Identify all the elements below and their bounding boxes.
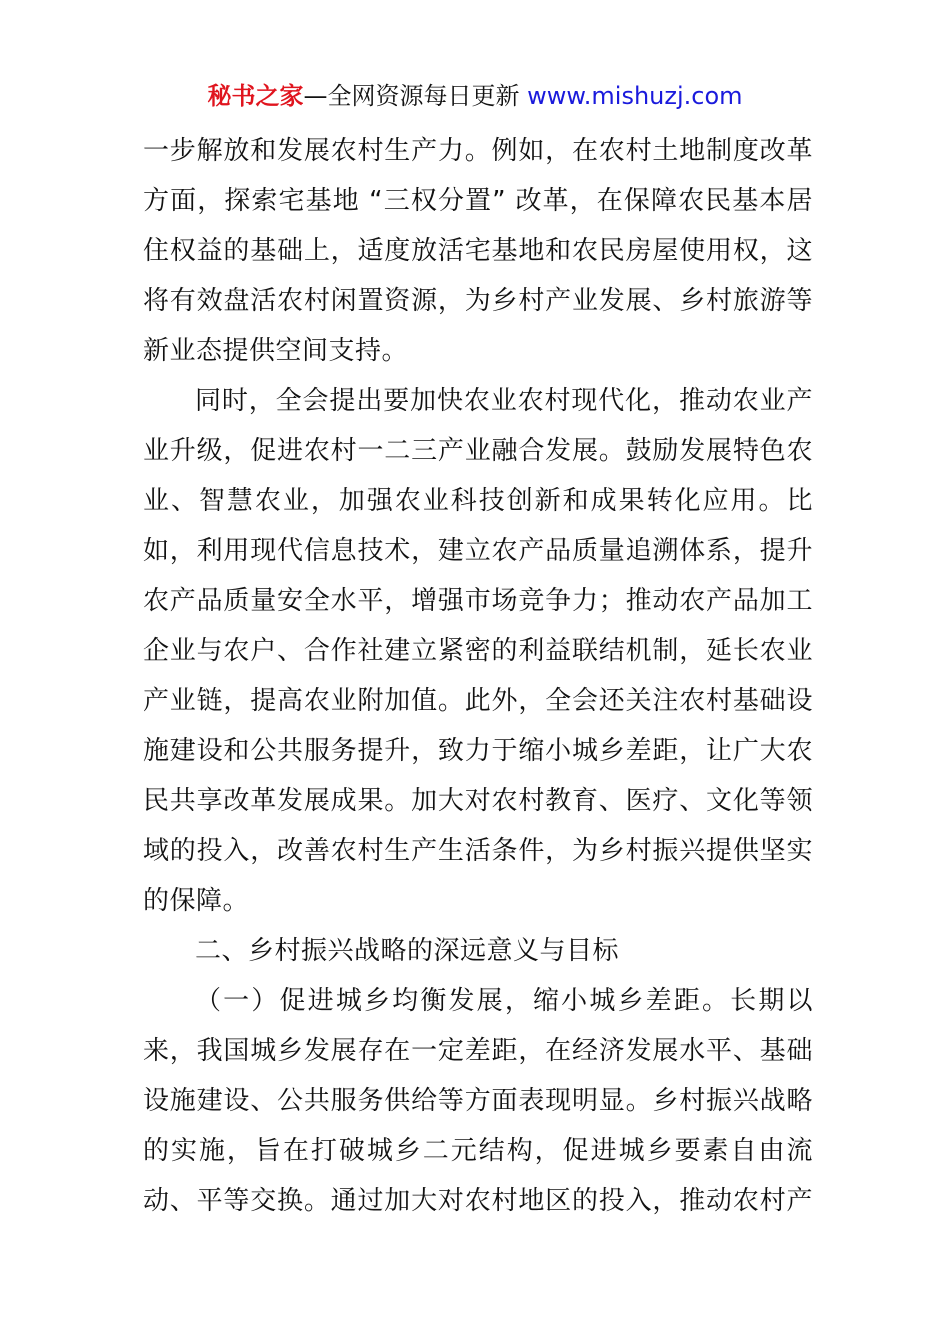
text-line: 民共享改革发展成果。加大对农村教育、医疗、文化等领 <box>143 786 813 816</box>
site-brand: 秘书之家 <box>207 82 304 110</box>
site-url-link[interactable]: www.mishuzj.com <box>527 82 743 110</box>
text-line: （一）促进城乡均衡发展，缩小城乡差距。长期以 <box>195 986 813 1016</box>
text-line: 二、乡村振兴战略的深远意义与目标 <box>195 936 620 966</box>
text-line: 的保障。 <box>143 886 250 916</box>
text-line: 产业链，提高农业附加值。此外，全会还关注农村基础设 <box>143 686 813 716</box>
document-body <box>143 126 813 1226</box>
text-line: 施建设和公共服务提升，致力于缩小城乡差距，让广大农 <box>143 736 813 766</box>
text-line: 住权益的基础上，适度放活宅基地和农民房屋使用权，这 <box>143 236 813 266</box>
text-line: 一步解放和发展农村生产力。例如，在农村土地制度改革 <box>143 136 813 166</box>
site-tagline: —全网资源每日更新 <box>303 82 520 110</box>
text-line: 企业与农户、合作社建立紧密的利益联结机制，延长农业 <box>143 636 813 666</box>
text-line: 来，我国城乡发展存在一定差距，在经济发展水平、基础 <box>143 1036 813 1066</box>
page-header <box>0 80 950 112</box>
text-line: 如，利用现代信息技术，建立农产品质量追溯体系，提升 <box>143 536 813 566</box>
text-line: 业、智慧农业，加强农业科技创新和成果转化应用。比 <box>143 486 813 516</box>
text-line: 新业态提供空间支持。 <box>143 336 409 366</box>
text-line: 设施建设、公共服务供给等方面表现明显。乡村振兴战略 <box>143 1086 813 1116</box>
text-line: 域的投入，改善农村生产生活条件，为乡村振兴提供坚实 <box>143 836 813 866</box>
text-line: 同时，全会提出要加快农业农村现代化，推动农业产 <box>195 386 813 416</box>
text-line: 动、平等交换。通过加大对农村地区的投入，推动农村产 <box>143 1186 813 1216</box>
text-line: 方面，探索宅基地 “三权分置” 改革，在保障农民基本居 <box>143 186 813 216</box>
text-line: 的实施，旨在打破城乡二元结构，促进城乡要素自由流 <box>143 1136 813 1166</box>
text-line: 业升级，促进农村一二三产业融合发展。鼓励发展特色农 <box>143 436 813 466</box>
text-line: 将有效盘活农村闲置资源，为乡村产业发展、乡村旅游等 <box>143 286 813 316</box>
text-line: 农产品质量安全水平，增强市场竞争力；推动农产品加工 <box>143 586 813 616</box>
